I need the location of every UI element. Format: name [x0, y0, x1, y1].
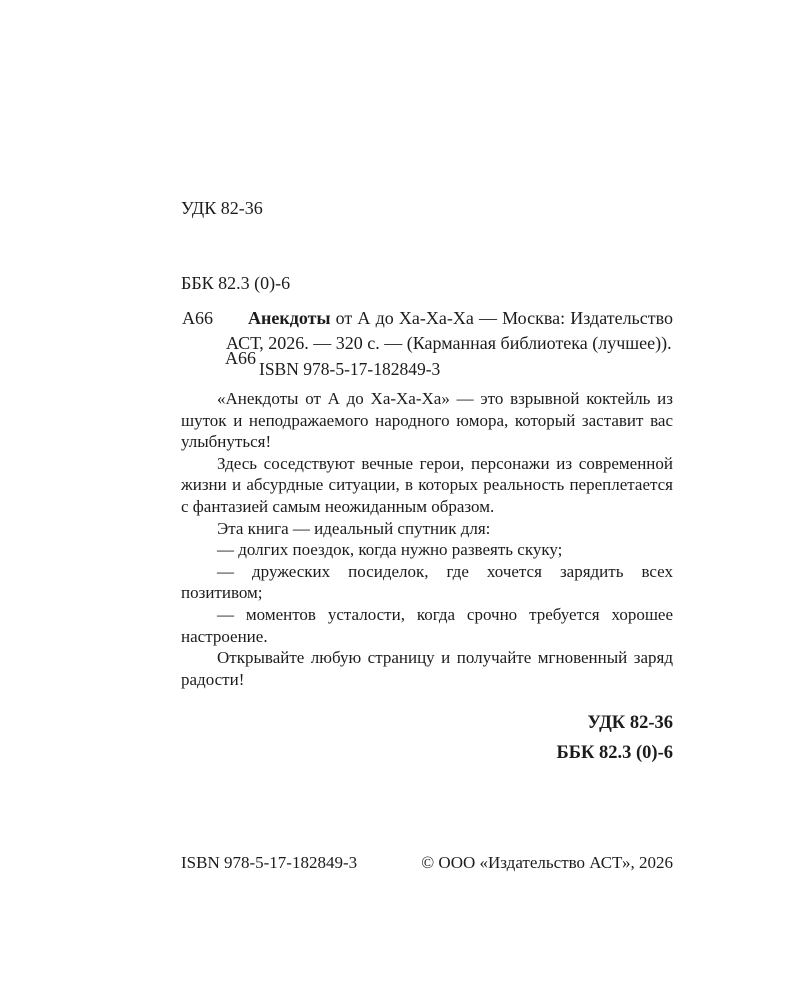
annotation-block — [181, 388, 673, 690]
annotation-list-item: — моментов усталости, когда срочно требуется хорошее настроение. — [181, 604, 673, 646]
bottom-udk-code: УДК 82-36 — [587, 713, 673, 734]
top-udk-code: УДК 82-36 — [181, 198, 263, 218]
annotation-paragraph: Открывайте любую страницу и получайте мгновенный заряд радости! — [181, 648, 673, 689]
annotation-paragraph: Здесь соседствуют вечные герои, персонажи из современной жизни и абсурдные ситуации, в которых реальность переплетается с фантазией самым неожиданным образом. — [181, 453, 673, 516]
footer-line — [181, 852, 673, 874]
entry-author-code: А66 — [182, 308, 213, 328]
annotation-list-item: — долгих поездок, когда нужно развеять скуку; — [217, 540, 563, 560]
top-bbk-code: ББК 82.3 (0)-6 — [181, 273, 291, 293]
annotation-paragraph: «Анекдоты от А до Ха-Ха-Ха» — это взрывной коктейль из шуток и неподражаемого народного юмора, который заставит вас улыбнуться! — [181, 389, 673, 452]
footer-copyright: © ООО «Издательство АСТ», 2026 — [421, 853, 673, 872]
top-author-sign: А66 — [225, 348, 256, 368]
bibliographic-entry — [181, 306, 673, 382]
book-title: Анекдоты — [248, 308, 331, 328]
main-text-column — [181, 306, 673, 768]
entry-isbn: ISBN 978-5-17-182849-3 — [259, 359, 441, 379]
entry-description — [226, 306, 673, 356]
bottom-codes-block — [181, 708, 673, 768]
entry-description-rest: от А до Ха-Ха-Ха — Москва: Издательство АСТ, 2026. — 320 с. — (Карманная библиотека (лучшее)). — [226, 308, 673, 353]
annotation-list-item: — дружеских посиделок, где хочется зарядить всех позитивом; — [181, 561, 673, 603]
bottom-bbk-code: ББК 82.3 (0)-6 — [556, 743, 673, 764]
annotation-paragraph: Эта книга — идеальный спутник для: — [217, 518, 491, 538]
footer-isbn: ISBN 978-5-17-182849-3 — [181, 853, 358, 872]
